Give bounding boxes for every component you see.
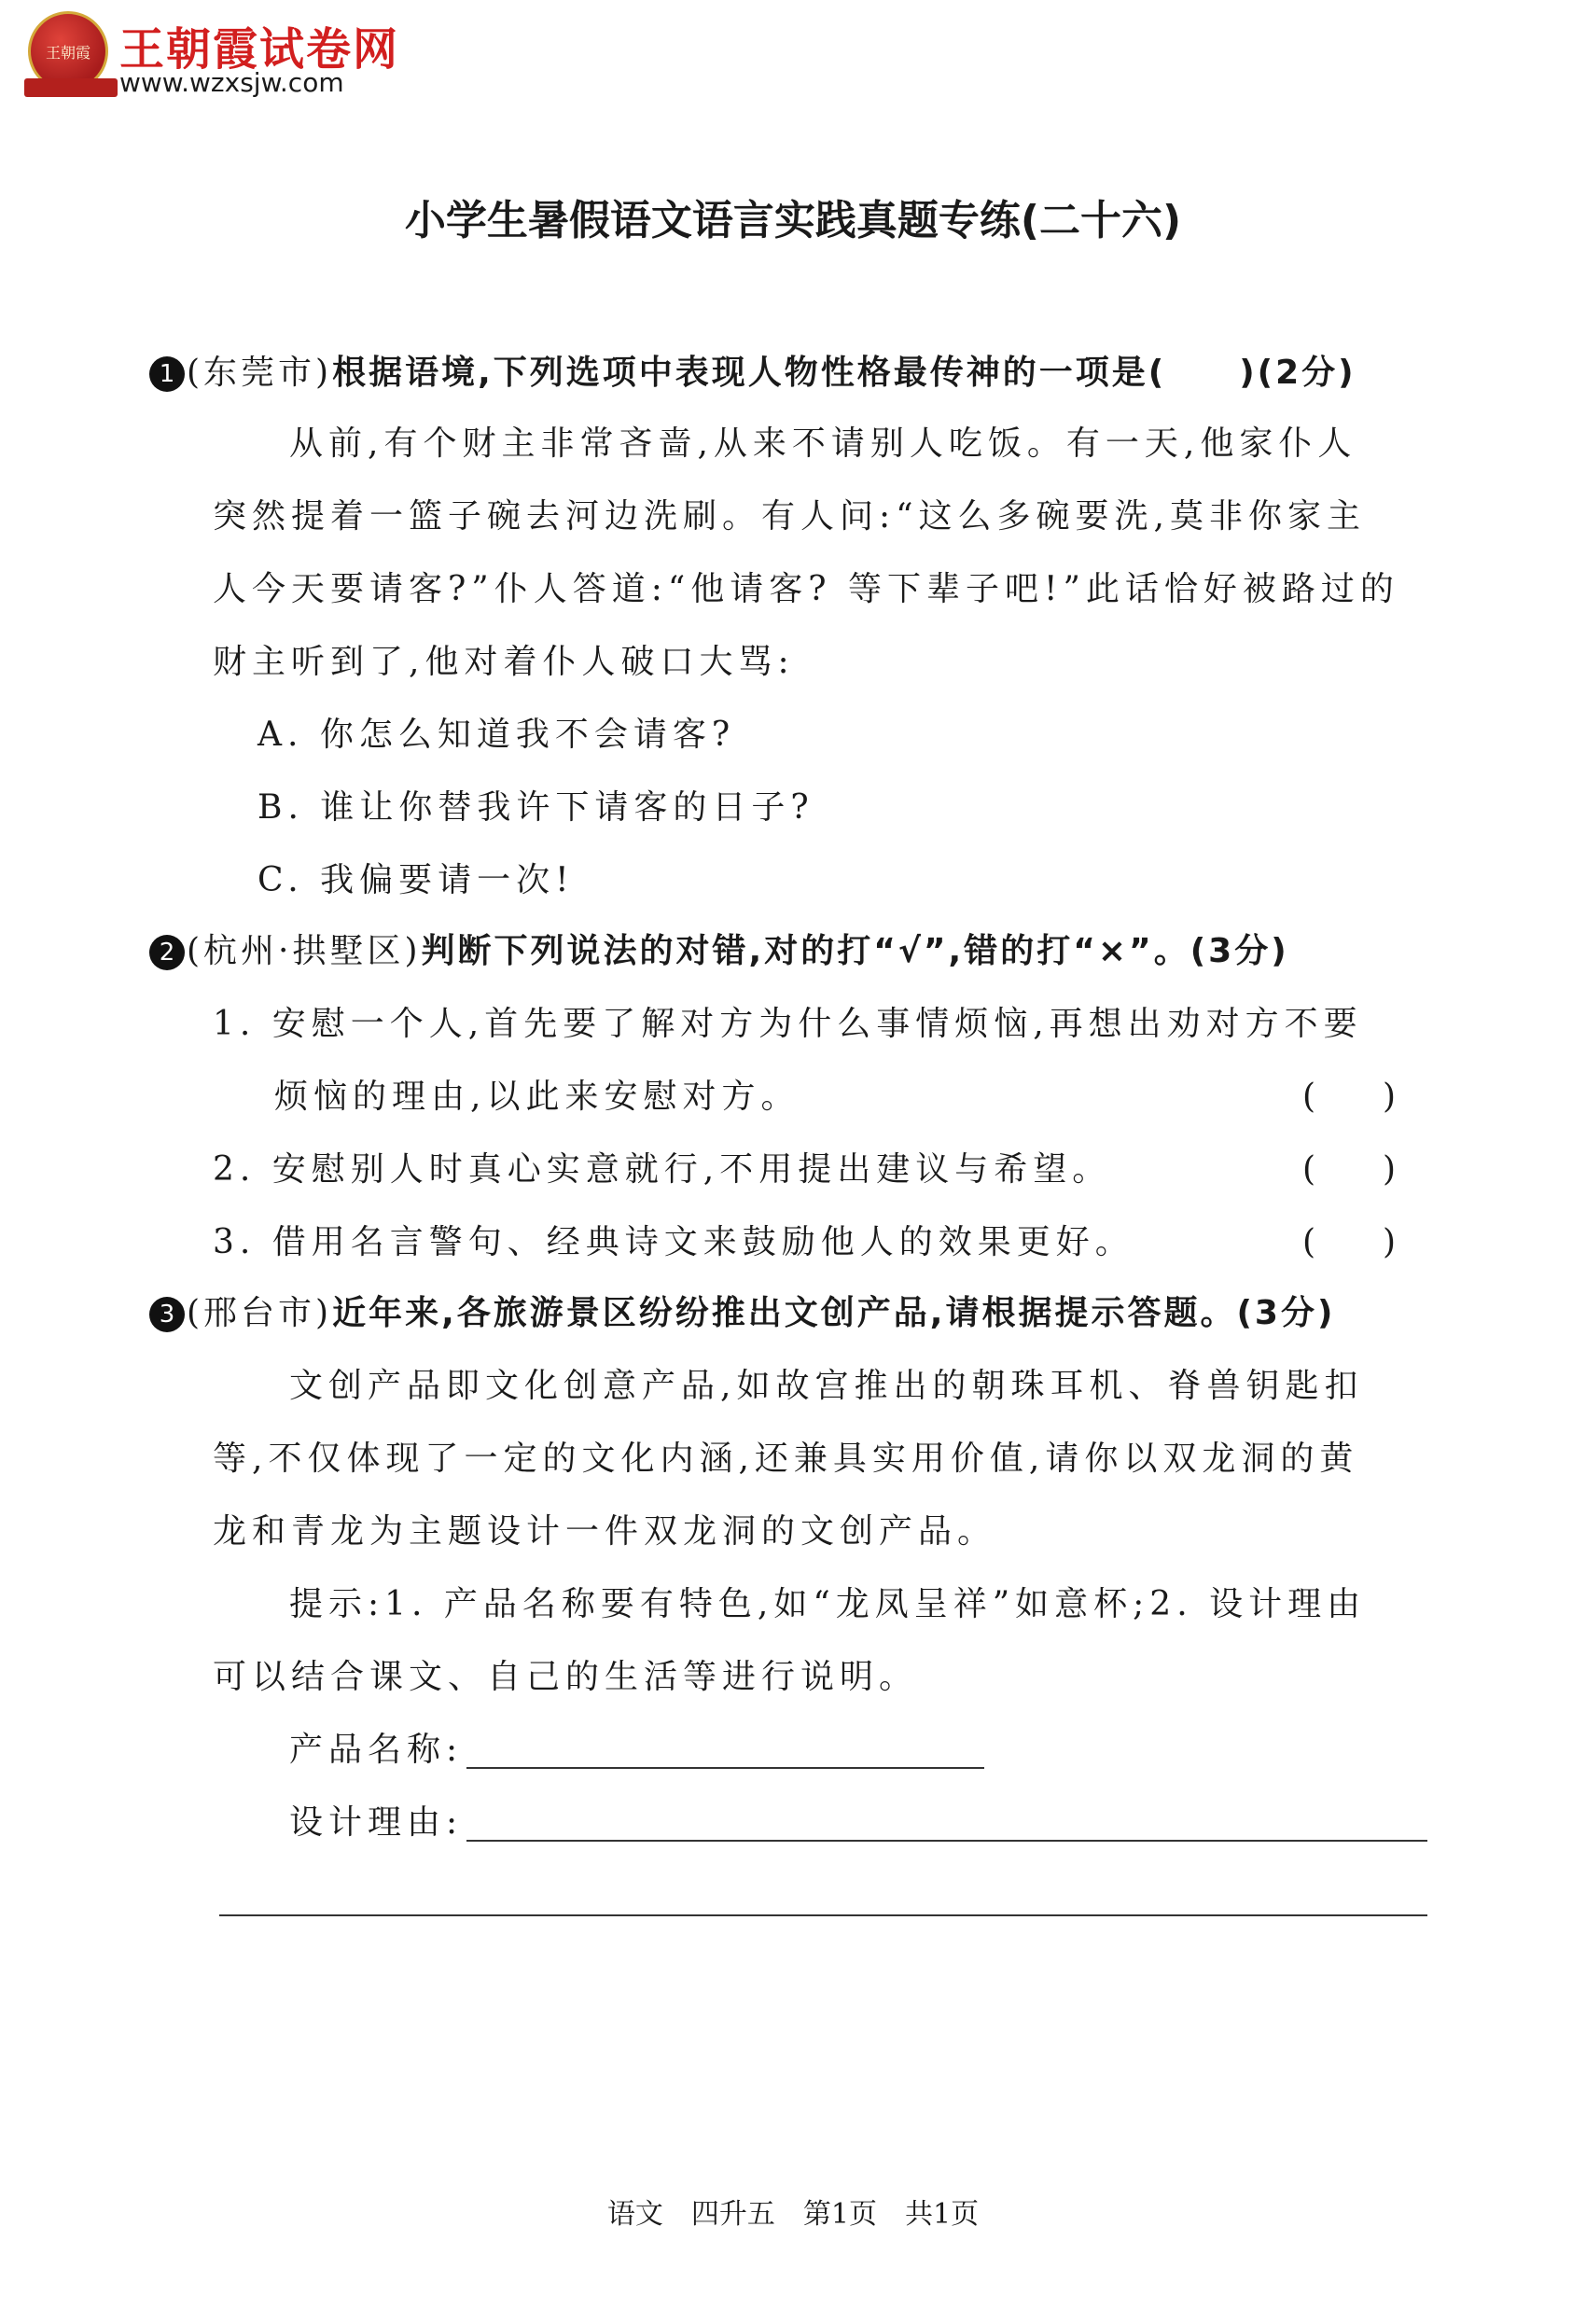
q2-statement-1-cont: 烦恼的理由,以此来安慰对方。	[274, 1078, 800, 1116]
design-reason-blank[interactable]	[466, 1840, 1427, 1842]
design-reason-label: 设计理由:	[289, 1803, 464, 1842]
q1-option-c: C. 我偏要请一次!	[257, 861, 575, 899]
answer-paren-2[interactable]: ( )	[1302, 1150, 1397, 1189]
q1-passage-line: 财主听到了,他对着仆人破口大骂:	[213, 643, 795, 681]
q1-passage-line: 从前,有个财主非常吝啬,从来不请别人吃饭。有一天,他家仆人	[289, 424, 1357, 463]
q1-passage-line: 突然提着一篮子碗去河边洗刷。有人问:“这么多碗要洗,莫非你家主	[213, 497, 1366, 536]
brand-name: 王朝霞试卷网	[119, 23, 400, 76]
question-1-stem	[149, 356, 1356, 392]
q1-passage-line: 人今天要请客?”仆人答道:“他请客? 等下辈子吧!”此话恰好被路过的	[213, 570, 1399, 608]
question-number-3: 3	[149, 1297, 185, 1332]
q3-hint-line: 提示:1. 产品名称要有特色,如“龙凤呈祥”如意杯;2. 设计理由	[289, 1585, 1367, 1623]
brand-url[interactable]: www.wzxsjw.com	[119, 67, 344, 98]
product-name-blank[interactable]	[466, 1767, 984, 1769]
q3-passage-line: 龙和青龙为主题设计一件双龙洞的文创产品。	[213, 1512, 997, 1551]
q2-statement-3: 3. 借用名言警句、经典诗文来鼓励他人的效果更好。	[213, 1223, 1134, 1261]
q1-option-b: B. 谁让你替我许下请客的日子?	[257, 788, 814, 827]
question-3-source: (邢台市)	[187, 1294, 333, 1332]
ribbon-icon	[24, 78, 118, 97]
page-footer: 语文 四升五 第1页 共1页	[606, 2198, 980, 2231]
question-number-2: 2	[149, 935, 185, 970]
answer-paren-1[interactable]: ( )	[1302, 1078, 1397, 1116]
q2-statement-1: 1. 安慰一个人,首先要了解对方为什么事情烦恼,再想出劝对方不要	[213, 1005, 1363, 1043]
answer-paren-3[interactable]: ( )	[1302, 1223, 1397, 1261]
question-number-1: 1	[149, 356, 185, 392]
question-2-source: (杭州·拱墅区)	[187, 932, 422, 970]
question-2-stem	[149, 932, 1289, 970]
product-name-label: 产品名称:	[289, 1731, 464, 1769]
seal-logo-icon: 王朝霞	[28, 11, 108, 91]
page-title: 小学生暑假语文语言实践真题专练(二十六)	[404, 197, 1182, 244]
q3-passage-line: 文创产品即文化创意产品,如故宫推出的朝珠耳机、脊兽钥匙扣	[289, 1367, 1364, 1405]
question-2-text: 判断下列说法的对错,对的打“√”,错的打“×”。(3分)	[421, 932, 1289, 970]
question-3-stem	[149, 1294, 1336, 1332]
question-1-text: 根据语境,下列选项中表现人物性格最传神的一项是( )(2分)	[332, 354, 1356, 392]
question-1-source: (东莞市)	[187, 354, 333, 392]
q3-hint-line: 可以结合课文、自己的生活等进行说明。	[213, 1658, 919, 1696]
q2-statement-2: 2. 安慰别人时真心实意就行,不用提出建议与希望。	[213, 1150, 1112, 1189]
question-3-text: 近年来,各旅游景区纷纷推出文创产品,请根据提示答题。(3分)	[332, 1294, 1336, 1332]
q1-option-a: A. 你怎么知道我不会请客?	[257, 716, 736, 754]
brand-header	[28, 11, 420, 104]
design-reason-blank-2[interactable]	[219, 1914, 1427, 1916]
q3-passage-line: 等,不仅体现了一定的文化内涵,还兼具实用价值,请你以双龙洞的黄	[213, 1440, 1359, 1478]
